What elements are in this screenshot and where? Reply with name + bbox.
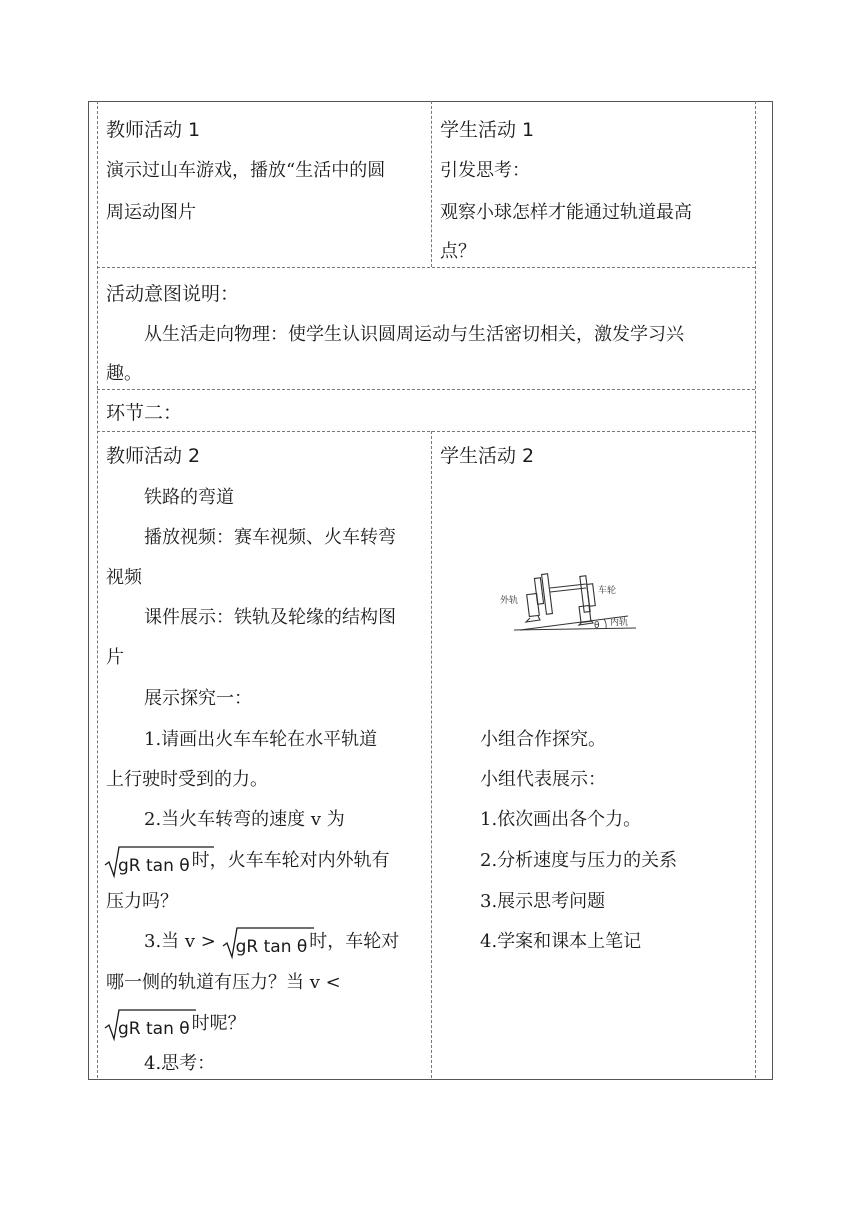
activity-intent-title: 活动意图说明：: [106, 283, 240, 305]
teacher-activity-2-line: 课件展示：铁轨及轮缘的结构图: [144, 607, 396, 628]
student-activity-2-line: 2.分析速度与压力的关系: [480, 850, 678, 871]
student-activity-2-line: 小组代表展示：: [480, 769, 606, 790]
question-2-line: gR tan θ 时，火车车轮对内外轨有: [104, 841, 390, 881]
student-activity-1-line: 引发思考：: [440, 160, 530, 181]
student-activity-1-line: 点？: [440, 241, 476, 262]
teacher-activity-1-title: 教师活动 1: [106, 119, 201, 141]
teacher-activity-1-line: 演示过山车游戏，播放“生活中的圆: [106, 160, 386, 181]
teacher-activity-2-title: 教师活动 2: [106, 445, 201, 467]
question-2-line: 压力吗？: [106, 891, 178, 912]
outer-rail-label: 外轨: [500, 596, 519, 606]
teacher-activity-2-line: 播放视频：赛车视频、火车转弯: [144, 527, 396, 548]
teacher-activity-1-line: 周运动图片: [106, 202, 196, 223]
activity-intent-line: 从生活走向物理：使学生认识圆周运动与生活密切相关，激发学习兴: [144, 324, 684, 345]
student-activity-2-line: 1.依次画出各个力。: [480, 809, 642, 830]
student-activity-2-title: 学生活动 2: [440, 445, 535, 467]
teacher-activity-2-line: 视频: [106, 567, 142, 588]
inner-rail-label: 内轨: [610, 618, 629, 628]
row-divider-1: [97, 267, 755, 268]
wheel-label: 车轮: [598, 586, 617, 596]
question-1-line: 1.请画出火车车轮在水平轨道: [144, 729, 378, 750]
section-2-title: 环节二：: [106, 402, 183, 424]
activity-intent-line: 趣。: [106, 363, 142, 384]
table-inner-left-border: [97, 101, 98, 1078]
column-divider-row2: [431, 431, 432, 1078]
railway-curve-figure: [500, 566, 640, 636]
question-3-line: 3.当 v > gR tan θ 时，车轮对: [144, 922, 399, 962]
sqrt-expression: gR tan θ: [104, 1008, 190, 1040]
student-activity-1-title: 学生活动 1: [440, 119, 535, 141]
student-activity-2-line: 3.展示思考问题: [480, 891, 606, 912]
row-divider-2: [97, 389, 755, 390]
teacher-activity-2-line: 铁路的弯道: [144, 487, 234, 508]
question-1-line: 上行驶时受到的力。: [106, 769, 268, 790]
question-3-line: gR tan θ 时呢？: [104, 1004, 246, 1044]
sqrt-expression: gR tan θ: [222, 926, 308, 958]
student-activity-2-line: 4.学案和课本上笔记: [480, 931, 642, 952]
student-activity-1-line: 观察小球怎样才能通过轨道最高: [440, 202, 692, 223]
sqrt-expression: gR tan θ: [104, 845, 190, 877]
row-divider-3: [97, 431, 755, 432]
teacher-activity-2-line: 展示探究一：: [144, 688, 252, 709]
table-inner-right-border: [755, 101, 756, 1078]
angle-theta-label: θ: [594, 621, 600, 631]
teacher-activity-2-line: 片: [106, 647, 124, 668]
column-divider-row1: [431, 101, 432, 267]
question-2-line: 2.当火车转弯的速度 v 为: [144, 809, 345, 830]
question-3-line: 哪一侧的轨道有压力？当 v <: [106, 972, 341, 993]
question-4-line: 4.思考：: [144, 1053, 216, 1074]
student-activity-2-line: 小组合作探究。: [480, 729, 606, 750]
